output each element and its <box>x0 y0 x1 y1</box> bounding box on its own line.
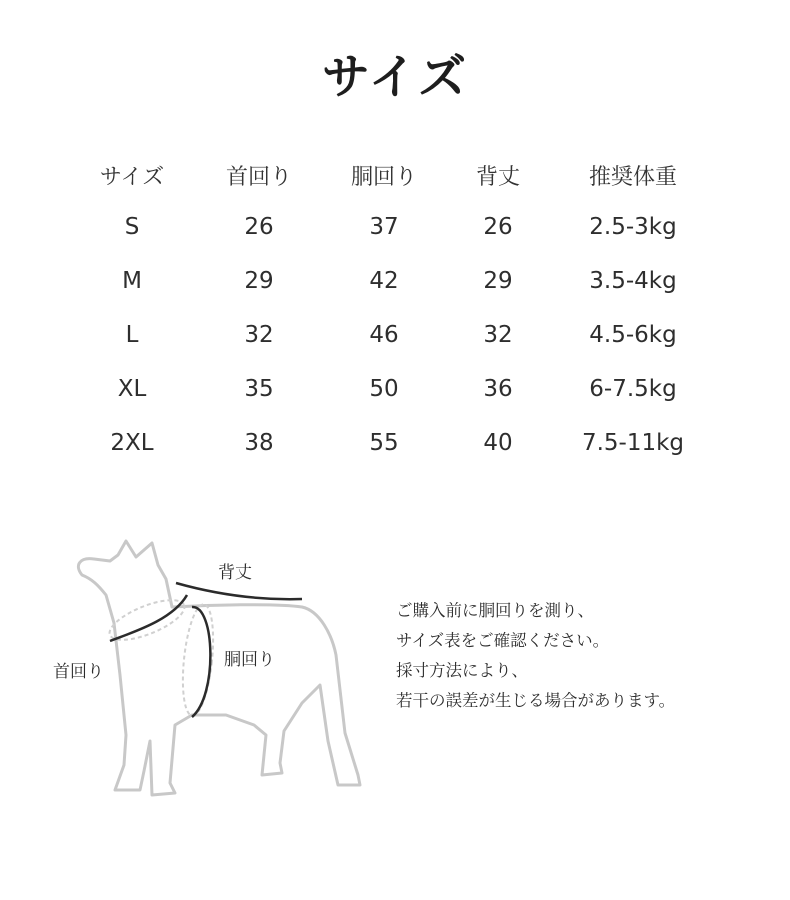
cell-back-length: 29 <box>483 268 513 294</box>
cell-neck: 35 <box>244 376 274 402</box>
cell-neck: 29 <box>244 268 274 294</box>
header-back-length: 背丈 <box>475 165 520 190</box>
cell-back-length: 40 <box>483 430 513 456</box>
cell-chest: 37 <box>369 214 399 240</box>
cell-back-length: 26 <box>483 214 513 240</box>
neck-measure-ring <box>105 592 190 648</box>
table-row <box>0 376 790 430</box>
back-length-label: 背丈 <box>218 563 252 583</box>
cell-chest: 46 <box>369 322 399 348</box>
cell-weight: 3.5-4kg <box>589 268 677 294</box>
cell-size: 2XL <box>110 430 154 456</box>
header-size: サイズ <box>99 165 165 190</box>
cell-weight: 7.5-11kg <box>581 430 685 456</box>
cell-size: L <box>125 322 139 348</box>
table-row <box>0 214 790 268</box>
cell-back-length: 36 <box>483 376 513 402</box>
cell-neck: 38 <box>244 430 274 456</box>
size-table <box>0 160 790 484</box>
cell-weight: 4.5-6kg <box>589 322 677 348</box>
header-neck: 首回り <box>225 165 292 190</box>
chest-label: 胴回り <box>224 650 275 670</box>
table-row <box>0 430 790 484</box>
cell-chest: 42 <box>369 268 399 294</box>
header-chest: 胴回り <box>350 165 417 190</box>
cell-chest: 50 <box>369 376 399 402</box>
chest-measure-front <box>192 607 210 717</box>
cell-back-length: 32 <box>483 322 513 348</box>
cell-neck: 26 <box>244 214 274 240</box>
neck-measure-front <box>110 595 187 641</box>
cell-weight: 2.5-3kg <box>589 214 677 240</box>
table-row <box>0 268 790 322</box>
back-length-line <box>176 583 302 599</box>
table-header-row <box>0 160 790 214</box>
cell-size: XL <box>117 376 147 402</box>
cell-chest: 55 <box>369 430 399 456</box>
table-row <box>0 322 790 376</box>
cell-size: S <box>124 214 140 240</box>
note-line: サイズ表をご確認ください。 <box>396 631 610 650</box>
neck-label: 首回り <box>53 662 104 682</box>
note-line: 採寸方法により、 <box>396 661 528 680</box>
cell-size: M <box>122 268 142 294</box>
cell-weight: 6-7.5kg <box>589 376 677 402</box>
dog-measurement-figure <box>40 535 370 810</box>
cell-neck: 32 <box>244 322 274 348</box>
page-title: サイズ <box>321 49 469 105</box>
note-line: ご購入前に胴回りを測り、 <box>396 601 594 620</box>
header-recommended-weight: 推奨体重 <box>588 165 677 190</box>
measurement-note <box>396 596 776 716</box>
note-line: 若干の誤差が生じる場合があります。 <box>396 691 676 710</box>
chest-measure-ring <box>178 603 218 717</box>
